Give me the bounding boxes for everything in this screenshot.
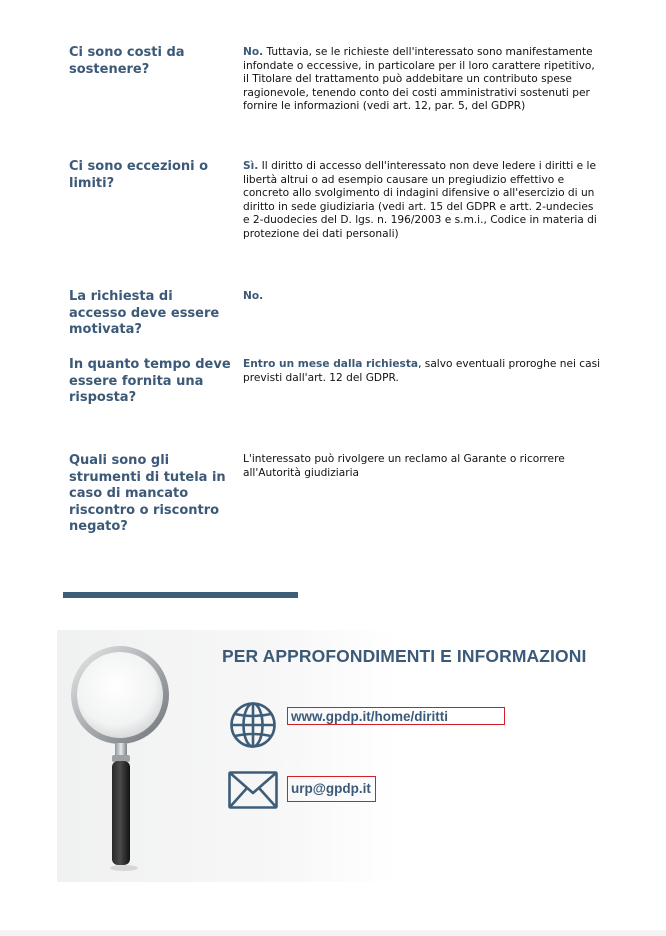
faq-question-motivation: La richiesta di accesso deve essere motivata? <box>69 289 220 337</box>
faq-answer-lead: Sì. <box>243 160 259 172</box>
website-link[interactable]: www.gpdp.it/home/diritti <box>287 707 505 725</box>
faq-answer-remedies <box>243 453 603 480</box>
section-divider <box>63 592 298 598</box>
faq-answer-lead: No. <box>243 46 264 58</box>
faq-answer-lead: No. <box>243 290 264 302</box>
faq-answer-text: Il diritto di accesso dell'interessato non deve ledere i diritti e le libertà altrui o ad esempio causare un pregiudizio effettivo e concreto allo svolgimento di indagini difensive o all'esercizio di un diritto in sede giudiziaria (vedi art. 15 del GDPR e artt. 2-undecies e 2-duodecies del D. lgs. n. 196/2003 e s.m.i., Codice in materia di protezione dei dati personali) <box>243 160 597 240</box>
faq-answer-lead: Entro un mese dalla richiesta <box>243 358 419 370</box>
email-link[interactable]: urp@gpdp.it <box>287 776 376 802</box>
faq-answer-motivation <box>243 290 603 304</box>
magnifying-glass-icon <box>60 640 190 875</box>
envelope-icon <box>228 771 278 809</box>
info-title: PER APPROFONDIMENTI E INFORMAZIONI <box>222 646 587 666</box>
faq-question-costs: Ci sono costi da sostenere? <box>69 45 185 77</box>
faq-answer-text: , salvo eventuali proroghe nei casi previsti dall'art. 12 del GDPR. <box>243 358 601 384</box>
faq-question-remedies: Quali sono gli strumenti di tutela in caso di mancato riscontro o riscontro negato? <box>69 453 226 534</box>
faq-question-timing: In quanto tempo deve essere fornita una risposta? <box>69 357 231 405</box>
globe-icon <box>229 701 277 749</box>
page-bottom-band <box>0 930 666 936</box>
faq-answer-timing <box>243 358 603 385</box>
faq-answer-text: L'interessato può rivolgere un reclamo al Garante o ricorrere all'Autorità giudiziaria <box>243 453 565 479</box>
faq-answer-exceptions <box>243 160 603 242</box>
faq-question-exceptions: Ci sono eccezioni o limiti? <box>69 159 209 191</box>
faq-answer-text: Tuttavia, se le richieste dell'interessato sono manifestamente infondate o eccessive, in particolare per il loro carattere ripetitivo, il Titolare del trattamento può addebitare un contributo spese ragionevole, tenendo conto dei costi amministrativi sostenuti per fornire le informazioni (vedi art. 12, par. 5, del GDPR) <box>243 46 595 113</box>
faq-answer-costs <box>243 46 603 114</box>
